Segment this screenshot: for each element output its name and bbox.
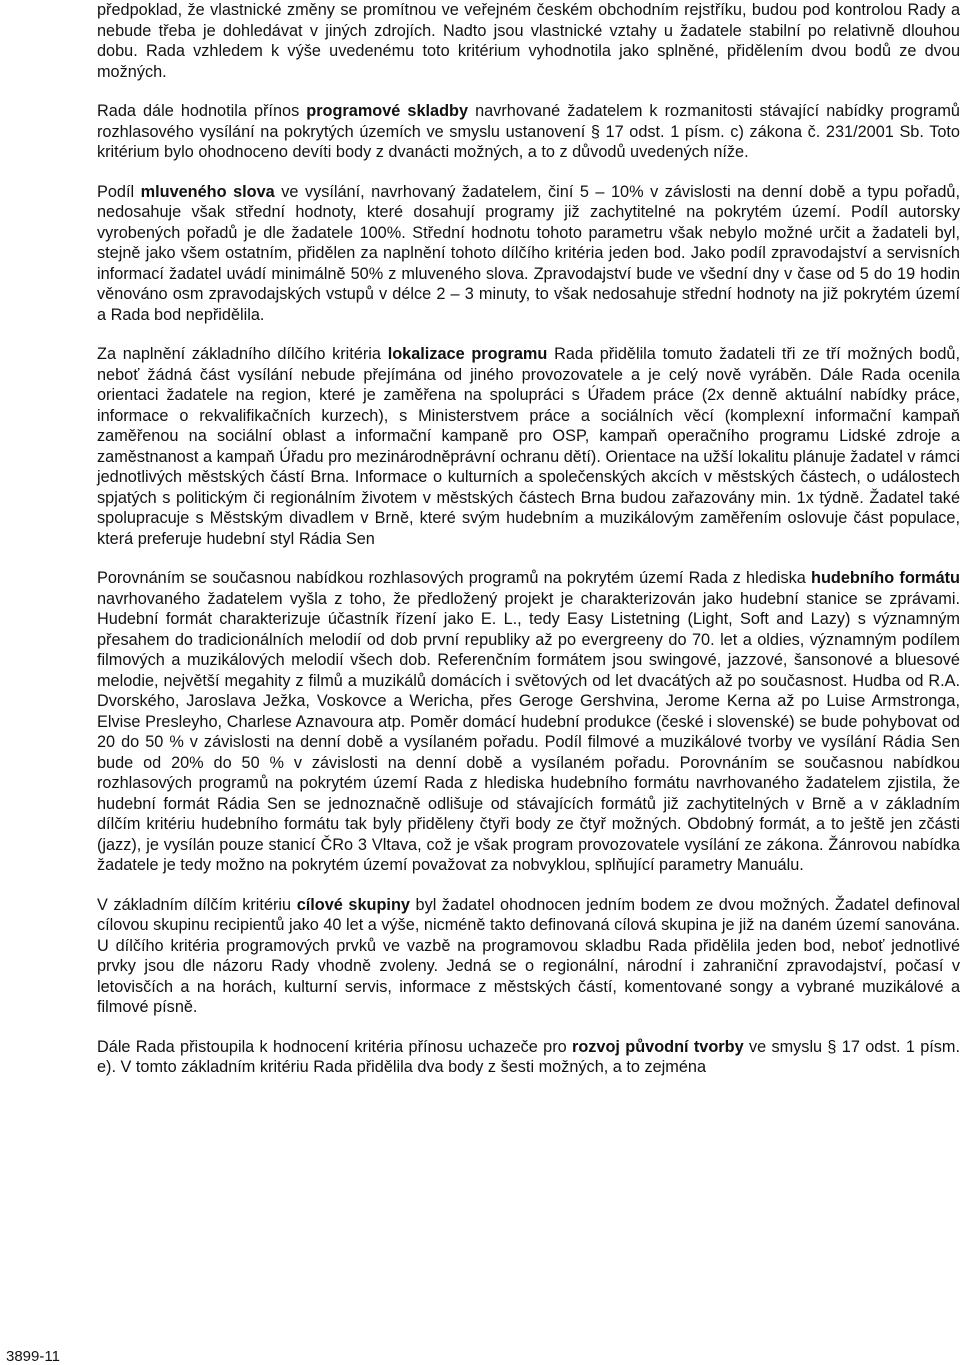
bold-term-hudebniho-formatu: hudebního formátu [811, 569, 960, 587]
paragraph-text: Podíl [97, 182, 141, 201]
paragraph-program-composition [97, 101, 960, 163]
bold-term-rozvoj-puvodni-tvorby: rozvoj původní tvorby [572, 1037, 744, 1056]
bold-term-cilove-skupiny: cílové skupiny [296, 895, 410, 914]
bold-term-lokalizace-programu: lokalizace programu [387, 345, 548, 363]
paragraph-ownership [97, 0, 960, 82]
paragraph-text: Dále Rada přistoupila k hodnocení kritéria přínosu uchazeče pro [97, 1037, 572, 1056]
paragraph-localization [97, 344, 960, 549]
paragraph-text: navrhovaného žadatelem vyšla z toho, že předložený projekt je charakterizován jako hudební stanice se zprávami. Hudební formát charakterizuje účastník řízení jako E. L., tedy Easy Listetning (Light, Soft and Lazy) s významným přesahem do tradicionálních melodií od dob první republiky až po evergreeny do 70. let a oldies, významným podílem filmových a muzikálových melodií všech dob. Referenčním formátem jsou swingové, jazzové, šansonové a bluesové melodie, největší megahity z filmů a muzikálů domácích i světových od let dvacátých až po současnost. Hudba od R.A. Dvorského, Jaroslava Ježka, Voskovce a Wericha, přes Geroge Gershvina, Jerome Kerna až po Luise Armstronga, Elvise Presleyho, Charlese Aznavoura atp. Poměr domácí hudební produkce (české i slovenské) se bude pohybovat od 20 do 50 % v závislosti na denní době a vysílaném pořadu. Podíl filmové a muzikálové tvorby ve vysílání Rádia Sen bude od 20% do 50 % v závislosti na denní době a vysílaném pořadu. Porovnáním se současnou nabídkou rozhlasových programů na pokrytém území Rada z hlediska hudebního formátu navrhovaného žadatelem zjistila, že hudební formát Rádia Sen se jednoznačně odlišuje od stávajících formátů již zachytitelných v Brně a v základním dílčím kritériu hudebního formátu tak byly přiděleny čtyři body ze čtyř možných. Obdobný formát, a to ještě jen zčásti (jazz), je vysílán pouze stanicí ČRo 3 Vltava, což je však program provozovatele vysílání ze zákona. Žánrovou nabídka žadatele je tedy možno na pokrytém území považovat za nobvyklou, splňující parametry Manuálu. [97, 589, 960, 874]
paragraph-text: byl žadatel ohodnocen jedním bodem ze dvou možných. Žadatel definoval cílovou skupinu recipientů jako 40 let a výše, nicméně takto definovaná cílová skupina je již na daném území sanována. U dílčího kritéria programových prvků ve vazbě na programovou skladbu Rada přidělila jeden bod, neboť jednotlivé prvky jsou dle názoru Rady vhodně zvoleny. Jedná se o regionální, národní i zahraniční zpravodajství, počasí v letovisčích a na horách, kulturní servis, informace z městských částí, komentované songy a vybrané muzikálové a filmové písně. [97, 895, 960, 1016]
document-body [97, 0, 960, 1078]
page-footer-code: 3899-11 [6, 1348, 60, 1365]
paragraph-text: ve smyslu § 17 odst. 1 písm. e). V tomto základním kritériu Rada přidělila dva body z šesti možných, a to zejména [97, 1037, 960, 1076]
paragraph-text: Rada dále hodnotila přínos [97, 102, 307, 120]
paragraph-music-format [97, 568, 960, 876]
paragraph-text: předpoklad, že vlastnické změny se promítnou ve veřejném českém obchodním rejstříku, budou pod kontrolou Rady a nebude třeba je dohledávat v jiných zdrojích. Nadto jsou vlastnické vztahy u žadatele stabilní po relativně dlouhou dobu. Rada vzhledem k výše uvedenému toto kritérium vyhodnotila jako splněné, přidělením dvou bodů ze dvou možných. [97, 1, 960, 81]
bold-term-programove-skladby: programové skladby [306, 102, 469, 120]
paragraph-text: ve vysílání, navrhovaný žadatelem, činí 5 – 10% v závislosti na denní době a typu pořadů, nedosahuje však střední hodnoty, které dosahují programy již zachytitelné na pokrytém území. Podíl autorsky vyrobených pořadů je dle žadatele 100%. Střední hodnotu tohoto parametru však nebylo možné určit a žadateli byl, stejně jako všem ostatním, přidělen za naplnění tohoto dílčího kritéria jeden bod. Jako podíl zpravodajství a servisních informací žadatel uvádí minimálně 50% z mluveného slova. Zpravodajství bude ve všední dny v čase od 5 do 19 hodin věnováno osm zpravodajských vstupů v délce 2 – 3 minuty, to však nedosahuje střední hodnoty na již pokrytém území a Rada bod nepřidělila. [97, 182, 960, 324]
bold-term-mluveneho-slova: mluveného slova [140, 182, 275, 201]
paragraph-target-group [97, 895, 960, 1018]
paragraph-text: Za naplnění základního dílčího kritéria [97, 345, 388, 363]
paragraph-text: V základním dílčím kritériu [97, 895, 297, 914]
paragraph-text: Rada přidělila tomuto žadateli tři ze tří možných bodů, neboť žádná část vysílání nebude přejímána od jiného provozovatele a je celý nově vyráběn. Dále Rada ocenila orientaci žadatele na region, které je zaměřena na spolupráci s Úřadem práce (2x denně aktuální nabídky práce, informace o rekvalifikačních kurzech), s Ministerstvem práce a sociálních věcí (komplexní informační kampaň zaměřenou na sociální oblast a informační kampaně pro OSP, kampaň operačního programu Lidské zdroje a zaměstnanost a kampaň Úřadu pro mezinárodněprávní ochranu dětí). Orientace na užší lokalitu plánuje žadatel v rámci jednotlivých městských částí Brna. Informace o kulturních a společenských akcích v městských částech, o událostech spjatých s politickým či regionálním životem v městských částech Brna budou zařazovány min. 1x týdně. Žadatel také spolupracuje s Městským divadlem v Brně, které svým hudebním a muzikálovým zaměřením oslovuje část populace, která preferuje hudební styl Rádia Sen [97, 345, 960, 548]
paragraph-spoken-word [97, 182, 960, 326]
paragraph-text: Porovnáním se současnou nabídkou rozhlasových programů na pokrytém území Rada z hlediska [97, 569, 811, 587]
paragraph-text: navrhované žadatelem k rozmanitosti stávající nabídky programů rozhlasového vysílání na pokrytých územích ve smyslu ustanovení § 17 odst. 1 písm. c) zákona č. 231/2001 Sb. Toto kritérium bylo ohodnoceno devíti body z dvanácti možných, a to z důvodů uvedených níže. [97, 102, 960, 161]
paragraph-original-production [97, 1037, 960, 1078]
